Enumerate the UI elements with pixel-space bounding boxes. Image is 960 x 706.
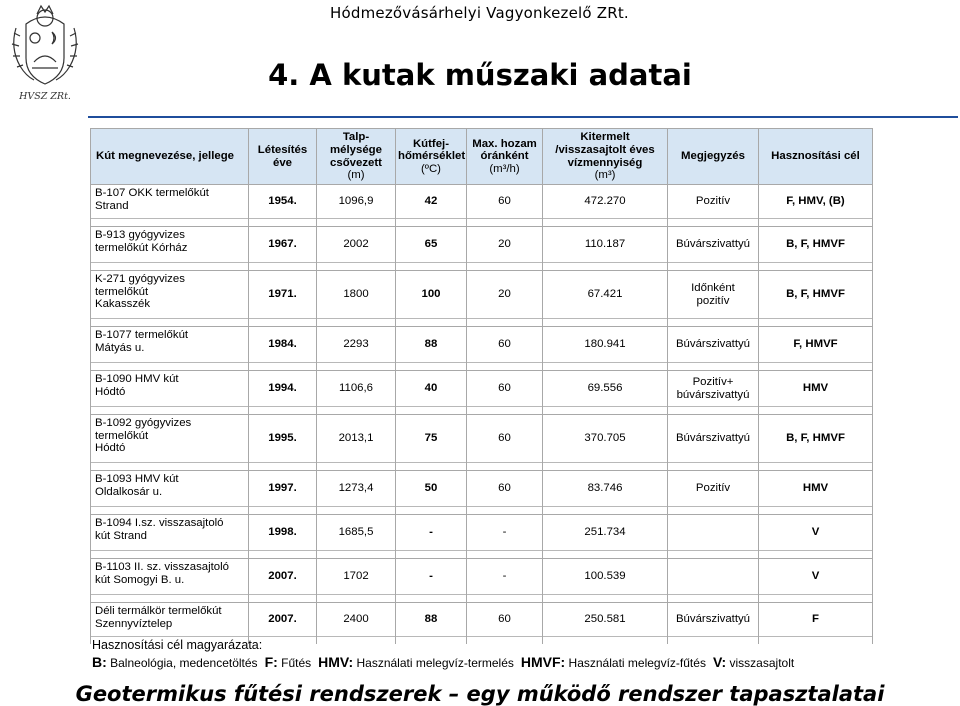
spacer-cell — [91, 363, 249, 371]
cell-note — [668, 271, 759, 319]
legend-text: Fűtés — [281, 656, 312, 670]
spacer-cell — [467, 637, 543, 645]
cell-year: 2007. — [249, 559, 317, 595]
cell-year: 2007. — [249, 603, 317, 637]
cell-note — [668, 559, 759, 595]
cell-volume: 370.705 — [543, 415, 668, 463]
cell-note — [668, 327, 759, 363]
legend-item — [713, 656, 794, 670]
cell-name-line: B-1077 termelőkút — [95, 329, 189, 341]
col-header-use: Hasznosítási cél — [759, 129, 873, 185]
cell-name-line: K-271 gyógyvizes — [95, 273, 185, 285]
spacer-cell — [467, 551, 543, 559]
cell-temp: 65 — [396, 227, 467, 263]
cell-name — [91, 371, 249, 407]
spacer-cell — [91, 319, 249, 327]
cell-volume: 100.539 — [543, 559, 668, 595]
cell-use: F, HMVF — [759, 327, 873, 363]
cell-name-line: Oldalkosár u. — [95, 485, 163, 498]
spacer-cell — [759, 637, 873, 645]
cell-note-line: Pozitív+ — [692, 375, 734, 388]
spacer-cell — [467, 319, 543, 327]
cell-year: 1967. — [249, 227, 317, 263]
legend-code: V: — [712, 654, 727, 670]
legend-text: Balneológia, medencetöltés — [110, 656, 258, 670]
cell-use: F — [759, 603, 873, 637]
col-header-year: Létesítés éve — [249, 129, 317, 185]
cell-use: HMV — [759, 371, 873, 407]
spacer-cell — [249, 507, 317, 515]
spacer-cell — [759, 407, 873, 415]
spacer-cell — [249, 263, 317, 271]
page-title: 4. A kutak műszaki adatai — [268, 58, 692, 92]
table-header-row — [91, 129, 873, 185]
table-row — [91, 271, 873, 319]
spacer-cell — [543, 507, 668, 515]
company-name: Hódmezővásárhelyi Vagyonkezelő ZRt. — [330, 4, 629, 22]
spacer-cell — [668, 507, 759, 515]
cell-volume: 83.746 — [543, 471, 668, 507]
spacer-cell — [317, 319, 396, 327]
cell-depth: 1702 — [317, 559, 396, 595]
spacer-cell — [396, 363, 467, 371]
cell-name — [91, 603, 249, 637]
cell-note-line: pozitív — [696, 294, 730, 307]
cell-use: F, HMV, (B) — [759, 185, 873, 219]
cell-year: 1995. — [249, 415, 317, 463]
spacer-cell — [249, 595, 317, 603]
cell-note-line: Búvárszivattyú — [675, 238, 751, 251]
spacer-cell — [396, 463, 467, 471]
table-row-spacer — [91, 263, 873, 271]
cell-note-line: Pozitív — [695, 195, 731, 208]
spacer-cell — [249, 363, 317, 371]
spacer-cell — [668, 263, 759, 271]
table-row-spacer — [91, 319, 873, 327]
cell-flow: 60 — [467, 603, 543, 637]
cell-flow: 60 — [467, 371, 543, 407]
cell-year: 1997. — [249, 471, 317, 507]
wells-table-container — [90, 128, 870, 644]
cell-flow: 20 — [467, 227, 543, 263]
cell-flow: 60 — [467, 415, 543, 463]
cell-depth: 1273,4 — [317, 471, 396, 507]
cell-name — [91, 415, 249, 463]
cell-temp: 42 — [396, 185, 467, 219]
cell-volume: 472.270 — [543, 185, 668, 219]
spacer-cell — [543, 263, 668, 271]
cell-name-line: Strand — [95, 199, 129, 212]
cell-volume: 250.581 — [543, 603, 668, 637]
spacer-cell — [396, 319, 467, 327]
cell-note-line: Búvárszivattyú — [675, 432, 751, 445]
cell-note-line: búvárszivattyú — [676, 388, 750, 401]
spacer-cell — [91, 595, 249, 603]
cell-note — [668, 371, 759, 407]
spacer-cell — [668, 637, 759, 645]
cell-name-line: termelőkút — [95, 429, 149, 442]
spacer-cell — [467, 507, 543, 515]
spacer-cell — [759, 595, 873, 603]
cell-temp: 75 — [396, 415, 467, 463]
cell-temp: - — [396, 515, 467, 551]
table-row — [91, 185, 873, 219]
cell-depth: 2400 — [317, 603, 396, 637]
spacer-cell — [467, 219, 543, 227]
cell-volume: 180.941 — [543, 327, 668, 363]
spacer-cell — [759, 263, 873, 271]
cell-year: 1954. — [249, 185, 317, 219]
cell-year: 1971. — [249, 271, 317, 319]
spacer-cell — [543, 463, 668, 471]
cell-name-line: termelőkút Kórház — [95, 241, 188, 254]
spacer-cell — [668, 595, 759, 603]
table-row-spacer — [91, 407, 873, 415]
table-body — [91, 185, 873, 645]
cell-temp: - — [396, 559, 467, 595]
spacer-cell — [249, 319, 317, 327]
spacer-cell — [317, 219, 396, 227]
legend-item — [265, 656, 312, 670]
cell-depth: 1106,6 — [317, 371, 396, 407]
spacer-cell — [543, 319, 668, 327]
cell-temp: 100 — [396, 271, 467, 319]
cell-name-line: B-1090 HMV kút — [95, 373, 179, 385]
legend-code: B: — [92, 654, 107, 670]
spacer-cell — [91, 507, 249, 515]
cell-name-line: kút Somogyi B. u. — [95, 573, 185, 586]
spacer-cell — [91, 463, 249, 471]
spacer-cell — [759, 551, 873, 559]
legend-item — [92, 656, 258, 670]
spacer-cell — [249, 219, 317, 227]
cell-name-line: Kakasszék — [95, 298, 151, 311]
cell-depth: 2293 — [317, 327, 396, 363]
cell-flow: 60 — [467, 471, 543, 507]
cell-use: V — [759, 515, 873, 551]
table-row-spacer — [91, 551, 873, 559]
spacer-cell — [317, 407, 396, 415]
legend-code: HMVF: — [520, 654, 566, 670]
cell-name — [91, 327, 249, 363]
spacer-cell — [91, 551, 249, 559]
spacer-cell — [396, 507, 467, 515]
cell-name — [91, 227, 249, 263]
cell-volume: 251.734 — [543, 515, 668, 551]
table-row — [91, 559, 873, 595]
legend-heading: Hasznosítási cél magyarázata: — [92, 638, 263, 652]
cell-depth: 1096,9 — [317, 185, 396, 219]
cell-volume: 110.187 — [543, 227, 668, 263]
table-row — [91, 515, 873, 551]
legend-item — [521, 656, 706, 670]
spacer-cell — [91, 407, 249, 415]
cell-name-line: B-1092 gyógyvizes — [95, 417, 192, 429]
spacer-cell — [668, 551, 759, 559]
col-header-volume: Kitermelt /visszasajtolt éves vízmennyiség (m³) — [543, 129, 668, 185]
legend-code: HMV: — [318, 654, 354, 670]
legend-text: Használati melegvíz-termelés — [356, 656, 514, 670]
spacer-cell — [91, 219, 249, 227]
spacer-cell — [668, 463, 759, 471]
cell-note — [668, 471, 759, 507]
spacer-cell — [396, 637, 467, 645]
cell-name-line: B-1094 I.sz. visszasajtoló — [95, 517, 224, 529]
cell-temp: 40 — [396, 371, 467, 407]
cell-depth: 2002 — [317, 227, 396, 263]
spacer-cell — [668, 407, 759, 415]
footer-title: Geotermikus fűtési rendszerek – egy működő rendszer tapasztalatai — [75, 682, 885, 706]
spacer-cell — [396, 407, 467, 415]
spacer-cell — [396, 595, 467, 603]
cell-name-line: kút Strand — [95, 529, 147, 542]
spacer-cell — [396, 219, 467, 227]
spacer-cell — [91, 263, 249, 271]
cell-note — [668, 603, 759, 637]
cell-temp: 50 — [396, 471, 467, 507]
cell-name-line: Déli termálkör termelőkút — [95, 605, 222, 617]
cell-temp: 88 — [396, 603, 467, 637]
spacer-cell — [759, 507, 873, 515]
spacer-cell — [467, 595, 543, 603]
spacer-cell — [249, 463, 317, 471]
cell-name-line: B-1093 HMV kút — [95, 473, 179, 485]
title-divider — [88, 116, 958, 118]
cell-use: B, F, HMVF — [759, 227, 873, 263]
legend-items — [92, 654, 801, 670]
legend-code: F: — [264, 654, 278, 670]
table-row — [91, 415, 873, 463]
cell-temp: 88 — [396, 327, 467, 363]
cell-name-line: B-1103 II. sz. visszasajtoló — [95, 561, 230, 573]
cell-name-line: Mátyás u. — [95, 341, 145, 354]
col-header-depth: Talp- mélysége csővezett (m) — [317, 129, 396, 185]
cell-name — [91, 271, 249, 319]
cell-depth: 1800 — [317, 271, 396, 319]
spacer-cell — [467, 463, 543, 471]
spacer-cell — [543, 407, 668, 415]
spacer-cell — [396, 551, 467, 559]
table-row-spacer — [91, 507, 873, 515]
spacer-cell — [668, 319, 759, 327]
cell-flow: 60 — [467, 327, 543, 363]
cell-name — [91, 185, 249, 219]
cell-depth: 1685,5 — [317, 515, 396, 551]
table-row — [91, 227, 873, 263]
spacer-cell — [543, 551, 668, 559]
table-row-spacer — [91, 463, 873, 471]
table-row-spacer — [91, 219, 873, 227]
col-header-temp: Kútfej- hőmérséklet (ºC) — [396, 129, 467, 185]
table-row — [91, 471, 873, 507]
cell-year: 1984. — [249, 327, 317, 363]
cell-note-line: Időnként — [691, 281, 735, 294]
legend-text: visszasajtolt — [729, 656, 795, 670]
spacer-cell — [759, 363, 873, 371]
spacer-cell — [668, 363, 759, 371]
table-row — [91, 603, 873, 637]
cell-note — [668, 515, 759, 551]
spacer-cell — [317, 507, 396, 515]
cell-flow: - — [467, 559, 543, 595]
wells-table — [90, 128, 873, 644]
spacer-cell — [543, 595, 668, 603]
spacer-cell — [543, 219, 668, 227]
cell-name-line: Szennyvíztelep — [95, 617, 173, 630]
spacer-cell — [317, 463, 396, 471]
spacer-cell — [317, 551, 396, 559]
table-row — [91, 327, 873, 363]
cell-volume: 67.421 — [543, 271, 668, 319]
cell-name-line: B-913 gyógyvizes — [95, 229, 185, 241]
col-header-name: Kút megnevezése, jellege — [91, 129, 249, 185]
cell-note-line: Búvárszivattyú — [675, 338, 751, 351]
cell-name — [91, 515, 249, 551]
cell-use: HMV — [759, 471, 873, 507]
cell-flow: - — [467, 515, 543, 551]
cell-flow: 20 — [467, 271, 543, 319]
cell-name-line: termelőkút — [95, 285, 149, 298]
spacer-cell — [317, 637, 396, 645]
spacer-cell — [317, 263, 396, 271]
cell-name-line: Hódtó — [95, 385, 126, 398]
spacer-cell — [759, 463, 873, 471]
cell-note-line: Pozitív — [695, 482, 731, 495]
legend-text: Használati melegvíz-fűtés — [568, 656, 706, 670]
cell-note-line: Búvárszivattyú — [675, 613, 751, 626]
spacer-cell — [467, 363, 543, 371]
spacer-cell — [396, 263, 467, 271]
cell-use: B, F, HMVF — [759, 415, 873, 463]
cell-use: V — [759, 559, 873, 595]
cell-use: B, F, HMVF — [759, 271, 873, 319]
spacer-cell — [249, 551, 317, 559]
legend-item — [318, 656, 514, 670]
cell-depth: 2013,1 — [317, 415, 396, 463]
table-row-spacer — [91, 595, 873, 603]
logo-text: HVSZ ZRt. — [19, 91, 71, 102]
spacer-cell — [317, 363, 396, 371]
col-header-note: Megjegyzés — [668, 129, 759, 185]
table-row-spacer — [91, 363, 873, 371]
cell-name-line: B-107 OKK termelőkút — [95, 187, 209, 199]
spacer-cell — [543, 363, 668, 371]
spacer-cell — [668, 219, 759, 227]
cell-note — [668, 185, 759, 219]
cell-volume: 69.556 — [543, 371, 668, 407]
cell-year: 1994. — [249, 371, 317, 407]
cell-note — [668, 227, 759, 263]
cell-name — [91, 471, 249, 507]
spacer-cell — [317, 595, 396, 603]
spacer-cell — [467, 407, 543, 415]
spacer-cell — [467, 263, 543, 271]
col-header-flow: Max. hozam óránként (m³/h) — [467, 129, 543, 185]
spacer-cell — [759, 319, 873, 327]
spacer-cell — [759, 219, 873, 227]
cell-note — [668, 415, 759, 463]
cell-year: 1998. — [249, 515, 317, 551]
cell-name-line: Hódtó — [95, 442, 126, 455]
cell-flow: 60 — [467, 185, 543, 219]
spacer-cell — [249, 407, 317, 415]
table-row — [91, 371, 873, 407]
spacer-cell — [543, 637, 668, 645]
cell-name — [91, 559, 249, 595]
